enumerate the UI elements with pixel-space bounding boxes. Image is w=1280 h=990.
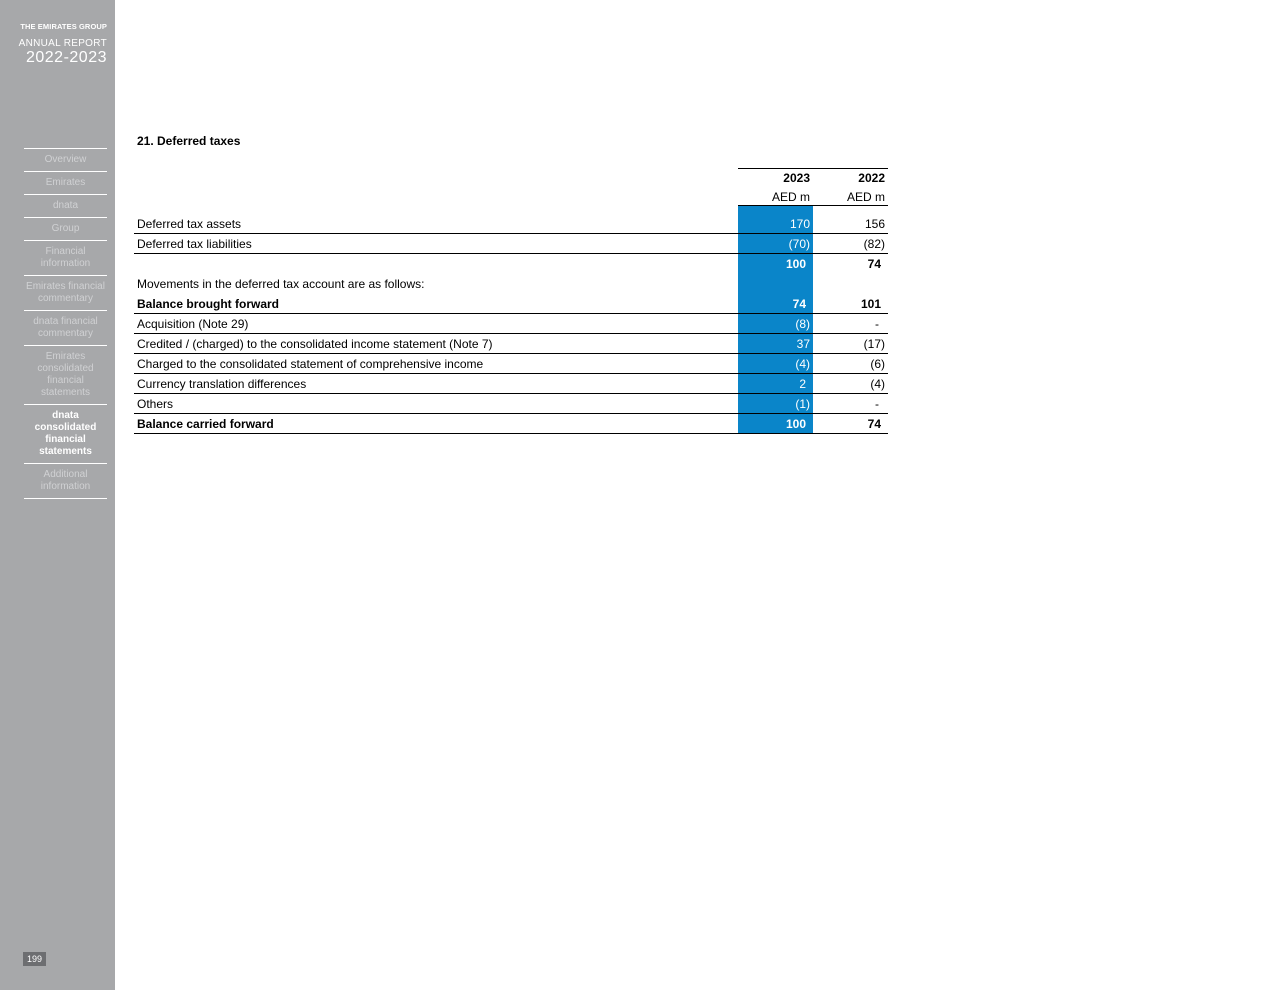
header-unit-2023: AED m	[771, 190, 810, 204]
table-row	[134, 314, 888, 334]
row-value-2022: (6)	[870, 357, 885, 371]
nav-item-overview[interactable]: Overview	[24, 149, 107, 172]
row-value-2022: 156	[864, 217, 885, 231]
table-row	[134, 334, 888, 354]
row-value-2023: 100	[785, 417, 806, 431]
row-value-2022: (4)	[870, 377, 885, 391]
nav-item-dnata-financial-commentary[interactable]: dnata financial commentary	[24, 311, 107, 346]
table-row-balance-brought-forward	[134, 294, 888, 314]
nav-item-emirates-consolidated-statements[interactable]: Emirates consolidated financial statements	[24, 346, 107, 405]
table-row	[134, 234, 888, 254]
row-value-2023: (8)	[795, 317, 810, 331]
row-label: Deferred tax assets	[137, 217, 242, 231]
sidebar-nav	[24, 148, 107, 499]
table-row	[134, 374, 888, 394]
row-value-2022: 74	[867, 257, 881, 271]
nav-item-emirates[interactable]: Emirates	[24, 172, 107, 195]
row-value-2022: (82)	[863, 237, 885, 251]
nav-item-dnata-consolidated-statements[interactable]: dnata consolidated financial statements	[24, 405, 107, 464]
row-value-2023: (4)	[795, 357, 810, 371]
nav-item-additional-information[interactable]: Additional information	[24, 464, 107, 499]
table-row-subtotal	[134, 254, 888, 274]
row-value-2023: 170	[789, 217, 810, 231]
row-value-2023: (70)	[788, 237, 810, 251]
header-unit-2022: AED m	[846, 190, 885, 204]
row-value-2023: 100	[785, 257, 806, 271]
table-row	[134, 394, 888, 414]
row-label: Others	[137, 397, 174, 411]
nav-item-group[interactable]: Group	[24, 218, 107, 241]
header-top-rule	[738, 168, 888, 169]
row-label: Charged to the consolidated statement of comprehensive income	[137, 357, 484, 371]
row-value-2023: 37	[796, 337, 810, 351]
sidebar	[0, 0, 115, 990]
row-value-2022: 101	[860, 297, 881, 311]
row-value-2022: (17)	[863, 337, 885, 351]
nav-item-dnata[interactable]: dnata	[24, 195, 107, 218]
row-value-2023: 2	[799, 377, 806, 391]
brand-group-name: THE EMIRATES GROUP	[20, 22, 107, 31]
table-header	[134, 168, 888, 206]
table-row-balance-carried-forward	[134, 414, 888, 434]
row-value-2022: -	[875, 397, 879, 411]
brand-block	[0, 22, 107, 67]
table-row	[134, 354, 888, 374]
row-value-2023: 74	[792, 297, 806, 311]
header-year-2022: 2022	[858, 171, 885, 185]
page-number: 199	[23, 952, 46, 966]
row-label: Currency translation differences	[137, 377, 307, 391]
row-label: Credited / (charged) to the consolidated income statement (Note 7)	[137, 337, 493, 351]
section-title: 21. Deferred taxes	[137, 134, 241, 148]
brand-report-label: ANNUAL REPORT	[18, 38, 107, 49]
row-value-2022: 74	[867, 417, 881, 431]
row-label: Balance carried forward	[137, 417, 274, 431]
row-label: Balance brought forward	[137, 297, 280, 311]
header-year-2023: 2023	[783, 171, 810, 185]
row-label: Deferred tax liabilities	[137, 237, 252, 251]
row-label: Acquisition (Note 29)	[137, 317, 249, 331]
row-value-2023: (1)	[795, 397, 810, 411]
brand-report-years: 2022-2023	[25, 49, 107, 66]
deferred-taxes-table	[134, 168, 888, 434]
row-label: Movements in the deferred tax account are as follows:	[137, 277, 425, 291]
row-value-2022: -	[875, 317, 879, 331]
header-bottom-rule	[738, 205, 888, 206]
nav-item-financial-information[interactable]: Financial information	[24, 241, 107, 276]
table-row-movements-heading	[134, 274, 888, 294]
table-row	[134, 214, 888, 234]
nav-item-emirates-financial-commentary[interactable]: Emirates financial commentary	[24, 276, 107, 311]
